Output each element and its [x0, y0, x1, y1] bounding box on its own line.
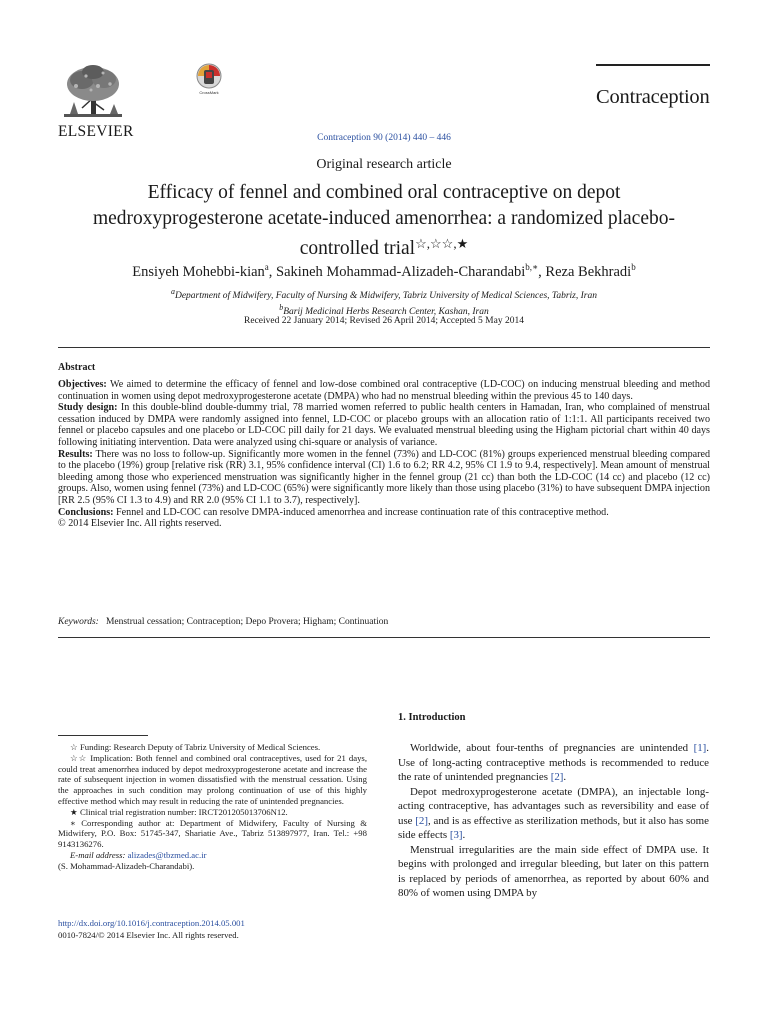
reference-link[interactable]: [3] — [449, 829, 463, 841]
intro-paragraph-1: Worldwide, about four-tenths of pregnancies are unintended [1]. Use of long-acting contraceptive methods is recommended to reduce the rate of unintended pregnancies [2]. — [398, 742, 709, 783]
elsevier-logo — [58, 64, 134, 141]
issn-line: 0010-7824/© 2014 Elsevier Inc. All rights reserved. — [58, 929, 239, 940]
svg-text:CrossMark: CrossMark — [199, 90, 219, 95]
abstract-results: Results: There was no loss to follow-up. Significantly more women in the fennel (73%) and LD-COC (81%) groups experienced menstrual bleeding compared to the placebo (19%) group [relative risk (RR) 3.1, 95% confidence interval (CI) 1.6 to 6.2; RR 4.2, 95% CI 1.9 to 9.4, respectively]. Mean amount of menstrual bleeding among those who experienced menstruation was significantly higher in the fennel group (21 cc) than both the LD-COC (14 cc) and placebo (12 cc) groups. Also, women using fennel (73%) and LD-COC (65%) were significantly more likely than those using placebo (31%) to have subsequent DMPA injection [RR 2.5 (95% CI 1.3 to 4.9) and RR 2.0 (95% CI 1.1 to 3.7), respectively]. — [58, 448, 710, 506]
reference-link[interactable]: [1] — [693, 742, 707, 754]
journal-name: Contraception — [596, 86, 710, 108]
intro-paragraph-2: Depot medroxyprogesterone acetate (DMPA), an injectable long-acting contraceptive, has advantages such as reversibility and ease of use [2], and is as effective as sterilization methods, but it also has some side effects [3]. — [398, 785, 709, 841]
affiliations — [60, 286, 708, 318]
author-list — [60, 262, 708, 281]
abstract-bottom-rule — [58, 637, 710, 638]
publisher-name: ELSEVIER — [58, 123, 134, 140]
article-dates: Received 22 January 2014; Revised 26 April 2014; Accepted 5 May 2014 — [244, 316, 524, 326]
author-sup: b,∗ — [525, 262, 539, 272]
abstract-top-rule — [58, 347, 710, 348]
author-sep: , — [268, 263, 277, 280]
abstract-objectives: Objectives: We aimed to determine the efficacy of fennel and low-dose combined oral contraceptive (LD-COC) on inducing menstrual bleeding and method continuation in women using depot medroxyprogesterone acetate (DMPA) who had no menstrual bleeding within the previous 45 to 140 days. — [58, 379, 710, 402]
doi-block — [58, 918, 245, 941]
article-type: Original research article — [316, 157, 452, 172]
reference-link[interactable]: [2] — [550, 771, 564, 783]
footnote-rule — [58, 735, 148, 736]
title-footnote-marks[interactable]: ☆,☆☆,★ — [415, 236, 469, 251]
reference-link[interactable]: [2] — [415, 814, 428, 827]
footnote-corresponding-author: ∗ Corresponding author at: Department of Midwifery, Faculty of Nursing & Midwifery, P.O. Box: 51745-347, Shariatie Ave., Tabriz 513897977, Iran. Tel.: +98 9143136276. — [58, 817, 367, 850]
keywords-label: Keywords: — [58, 617, 99, 627]
abstract-study-design: Study design: In this double-blind double-dummy trial, 78 married women referred to public health centers in Hamadan, Iran, who complained of menstrual cessation induced by DMPA were randomly assigned into fennel, LD-COC or placebo groups with an allocation ratio of 1:1:1. All participants received two fennel or placebo capsules and one placebo or LD-COC pill daily for 21 days. We evaluated menstrual bleeding using the Higham pictorial chart within 40 days following initiating intervention. Data were analyzed using chi-square or analysis of variance. — [58, 402, 711, 448]
keywords-list: Menstrual cessation; Contraception; Depo Provera; Higham; Continuation — [105, 617, 389, 627]
author-sep: , — [538, 263, 546, 280]
affiliation-a: $^a$Department of Midwifery, Faculty of Nursing & Midwifery, Tabriz University of Medical Sciences, Tabriz, Iran — [171, 287, 597, 302]
abstract-conclusions: Conclusions: Fennel and LD-COC can resolve DMPA-induced amenorrhea and increase continuation rate of this contraceptive method. — [58, 506, 609, 518]
footnote-implication: ☆☆ Implication: Both fennel and combined oral contraceptives, used for 21 days, could treat amenorrhea induced by depot medroxyprogesterone acetate and increase the rate of subsequent injection in women dissatisfied with the menstrual cessation. Using the approaches in such condition may prolong continuation of use of this highly effective method which may result in reducing the rate of unintended pregnancies. — [58, 752, 367, 806]
footnote-email-owner: (S. Mohammad-Alizadeh-Charandabi). — [58, 860, 195, 871]
elsevier-tree-icon — [58, 64, 128, 122]
abstract-heading: Abstract — [58, 362, 96, 373]
article-title-text: Efficacy of fennel and combined oral contraceptive on depot medroxyprogesterone acetate-induced amenorrhea: a randomized placebo-controlled trial — [92, 182, 675, 259]
intro-paragraph-3: Menstrual irregularities are the main side effect of DMPA use. It begins with prolonged and irregular bleeding, but later on this pattern is replaced by periods of amenorrhea, as reported by about 60% and 80% of women using DMPA by — [398, 843, 709, 899]
journal-citation-link[interactable]: Contraception 90 (2014) 440 – 446 — [317, 133, 451, 143]
abstract-copyright: © 2014 Elsevier Inc. All rights reserved. — [58, 518, 222, 530]
crossmark-icon — [191, 62, 227, 96]
author-name[interactable]: Ensiyeh Mohebbi-kian — [132, 263, 265, 280]
footnote-trial-registration: ★ Clinical trial registration number: IRCT201205013706N12. — [70, 806, 288, 817]
keywords — [58, 617, 388, 627]
introduction-body — [398, 741, 709, 901]
footnotes — [58, 742, 367, 872]
footnote-email: E-mail address: alizades@tbzmed.ac.ir — [70, 849, 207, 860]
author-name[interactable]: Reza Bekhradi — [545, 263, 632, 280]
affiliation-b: $^b$Barij Medicinal Herbs Research Center, Kashan, Iran — [279, 303, 489, 318]
introduction-heading: 1. Introduction — [398, 712, 466, 723]
abstract-body — [58, 379, 710, 530]
doi-link[interactable]: http://dx.doi.org/10.1016/j.contraception.2014.05.001 — [58, 918, 245, 928]
author-sup: a — [264, 262, 269, 272]
footnote-funding: ☆ Funding: Research Deputy of Tabriz University of Medical Sciences. — [70, 742, 321, 752]
article-title — [70, 180, 698, 262]
author-sup: b — [631, 262, 636, 272]
journal-header-rule — [596, 64, 710, 66]
email-link[interactable]: alizades@tbzmed.ac.ir — [127, 849, 207, 860]
crossmark-badge[interactable] — [191, 62, 227, 96]
author-name[interactable]: Sakineh Mohammad-Alizadeh-Charandabi — [276, 263, 526, 280]
